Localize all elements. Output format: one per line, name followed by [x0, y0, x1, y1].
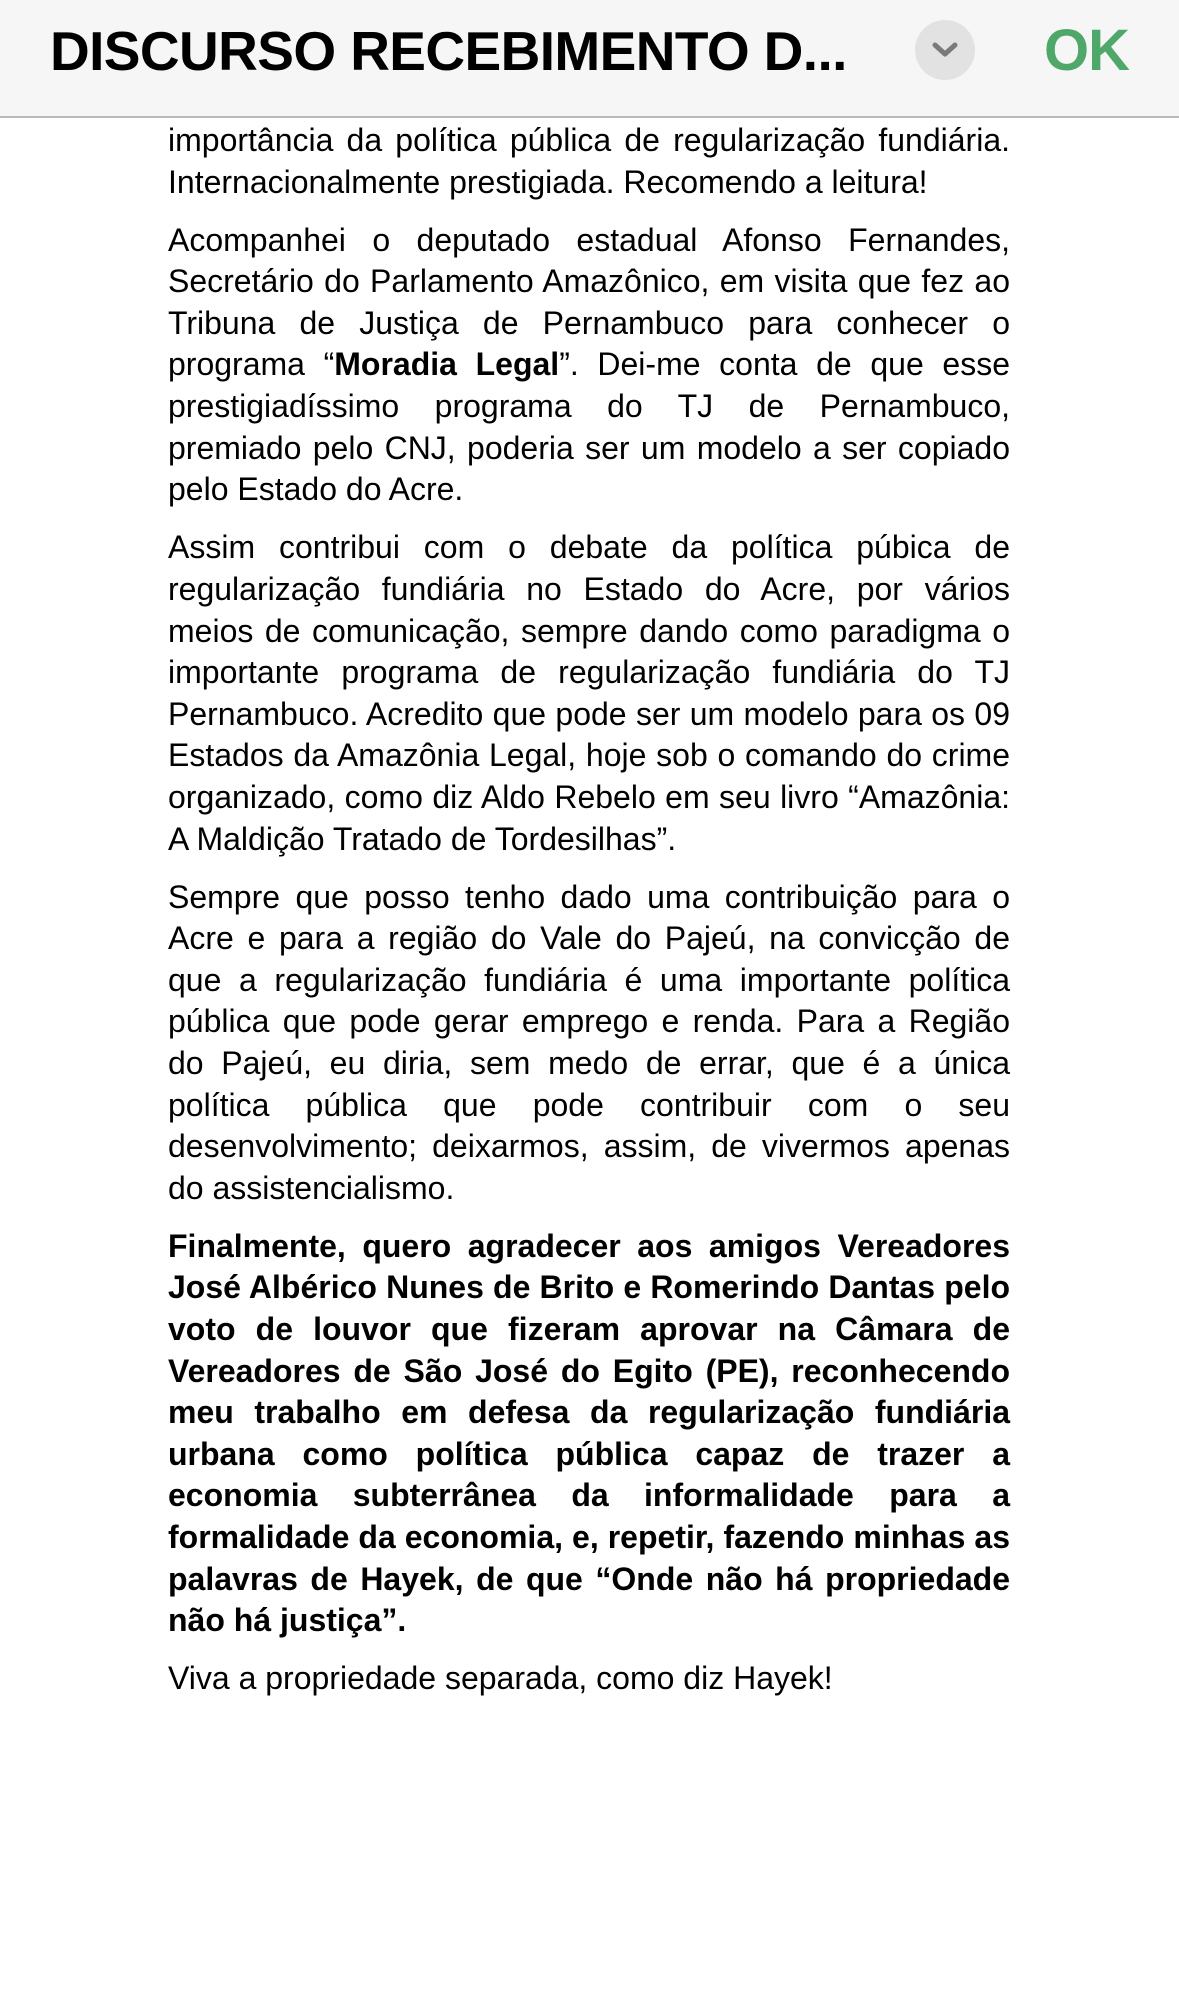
- document-header: [0, 0, 1179, 118]
- document-body: [168, 120, 1010, 1716]
- paragraph-bold: Finalmente, quero agradecer aos amigos Vereadores José Albérico Nunes de Brito e Romerindo Dantas pelo voto de louvor que fizeram aprovar na Câmara de Vereadores de São José do Egito (PE), reconhecendo meu trabalho em defesa da regularização fundiária urbana como política pública capaz de trazer a economia subterrânea da informalidade para a formalidade da economia, e, repetir, fazendo minhas as palavras de Hayek, de que “Onde não há propriedade não há justiça”.: [168, 1227, 1010, 1639]
- paragraph: importância da política pública de regularização fundiária. Internacionalmente prestigiada. Recomendo a leitura!: [168, 122, 1010, 200]
- paragraph: [168, 220, 1010, 511]
- ok-button[interactable]: OK: [1044, 18, 1129, 83]
- program-name-bold: Moradia Legal: [334, 346, 560, 383]
- paragraph: Viva a propriedade separada, como diz Hayek!: [168, 1660, 833, 1697]
- document-title: DISCURSO RECEBIMENTO D...: [50, 20, 847, 82]
- expand-title-button[interactable]: [915, 20, 975, 80]
- chevron-down-icon: [931, 39, 959, 61]
- paragraph: Sempre que posso tenho dado uma contribuição para o Acre e para a região do Vale do Pajeú, na convicção de que a regularização fundiária é uma importante política pública que pode gerar emprego e renda. Para a Região do Pajeú, eu diria, sem medo de errar, que é a única política pública que pode contribuir com o seu desenvolvimento; deixarmos, assim, de vivermos apenas do assistencialismo.: [168, 878, 1010, 1206]
- paragraph-text: ”. Dei-me conta de que esse prestigiadíssimo programa do TJ de Pernambuco, premiado pelo CNJ, poderia ser um modelo a ser copiado pelo Estado do Acre.: [168, 346, 1010, 508]
- paragraph: Assim contribui com o debate da política púbica de regularização fundiária no Estado do Acre, por vários meios de comunicação, sempre dando como paradigma o importante programa de regularização fundiária do TJ Pernambuco. Acredito que pode ser um modelo para os 09 Estados da Amazônia Legal, hoje sob o comando do crime organizado, como diz Aldo Rebelo em seu livro “Amazônia: A Maldição Tratado de Tordesilhas”.: [168, 529, 1010, 857]
- paragraph-text: Acompanhei o deputado estadual Afonso Fernandes, Secretário do Parlamento Amazônico, em visita que fez ao Tribuna de Justiça de Pernambuco para conhecer o programa “: [168, 221, 1010, 383]
